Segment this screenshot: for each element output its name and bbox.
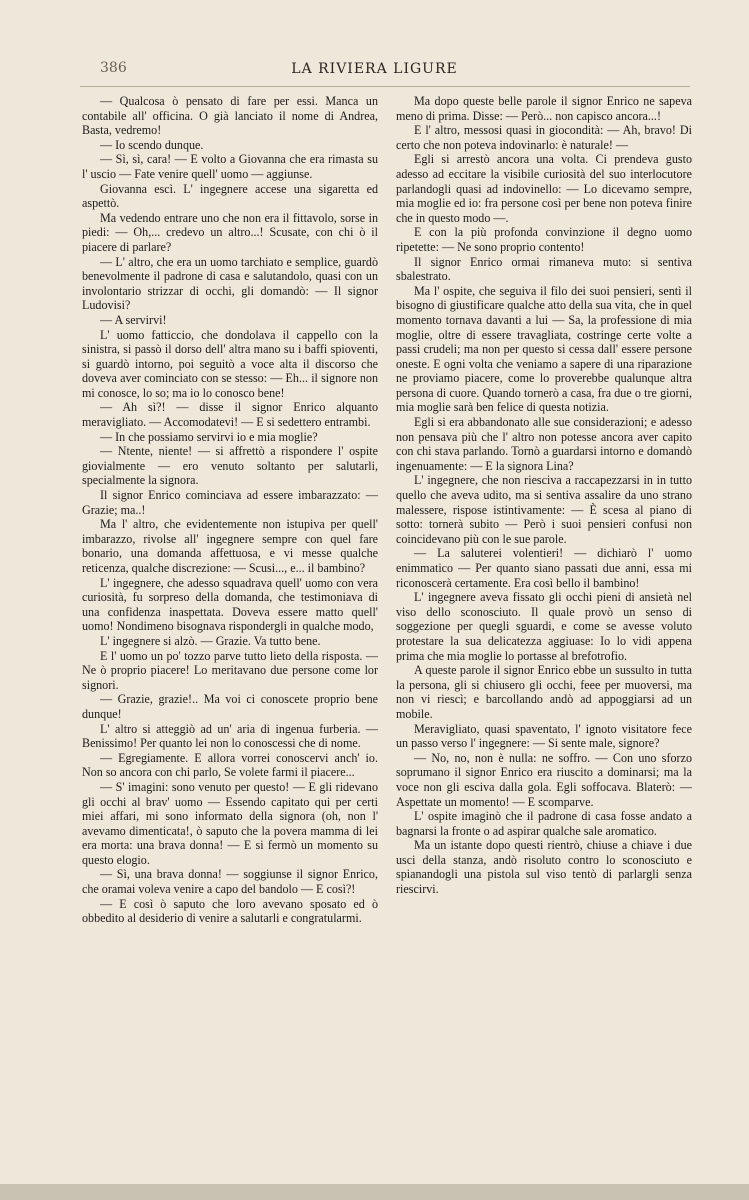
paragraph: — Io scendo dunque. [100,137,204,152]
left-column [82,94,378,926]
paragraph: — Qualcosa ò pensato di fare per essi. Manca un contabile all' officina. O già lanciato il nome di Andrea, Basta, vedremo! [82,94,378,138]
paragraph: Ma vedendo entrare uno che non era il fittavolo, sorse in piedi: — Oh,... credevo un altro...! Scusate, con chi ò il piacere di parlare? [82,210,378,254]
paragraph: — Egregiamente. E allora vorrei conoscervi anch' io. Non so ancora con chi parlo, Se volete farmi il piacere... [82,750,378,780]
paragraph: L' ingegnere, che non riesciva a raccapezzarsi in in tutto quello che aveva udito, ma si sentiva assalire da uno strano malessere, rispose istintivamente: — È scesa al piano di sotto: tornerà subito — Però i suoi pensieri confusi non coincidevano più con le sue parole. [396,473,692,546]
paragraph: Ma l' ospite, che seguiva il filo dei suoi pensieri, sentì il bisogno di giustificare qualche atto della sua vita, che in quel momento tornava davanti a lui — Sa, la professione di mia moglie, oltre di essere travagliata, costringe certe volte a passi crudeli; ma non per questo si cessa dall' essere persone oneste. E ogni volta che veniamo a sapere di una riparazione ne proviamo piacere, come lo proverebbe qualunque altra persona di cuore. Quando tornerò a casa, fra due o tre giorni, mia moglie sarà ben felice di questa notizia. [396,283,692,415]
paragraph: L' ingegnere aveva fissato gli occhi pieni di ansietà nel viso dello sconosciuto. Il quale provò un senso di soggezione per quegli sguardi, e come se avesse voluto protestare la sua delicatezza aggiuase: Io lo vidi appena prima che mia moglie lo portasse al brefotrofio. [396,590,692,663]
paragraph: — Ah sì?! — disse il signor Enrico alquanto meravigliato. — Accomodatevi! — E si sedettero entrambi. [82,400,378,430]
paragraph: L' ingegnere si alzò. — Grazie. Va tutto bene. [100,633,321,648]
paragraph: — S' imagini: sono venuto per questo! — E gli ridevano gli occhi al brav' uomo — Essendo capitato qui per certi miei affari, mi sono informato della signora (oh, non l' avevamo dimenticata!, ò saputo che la povera mamma di lei era morta: una brava donna! — E si fermò un momento su questo elogio. [82,779,378,867]
paragraph: Ma l' altro, che evidentemente non istupiva per quell' imbarazzo, rivolse all' ingegnere sempre con quel fare bonario, una domanda affettuosa, e vi messe qualche reticenza, qualche discrezione: — Scusi..., e... il bambino? [82,517,378,575]
paragraph: — A servirvi! [100,312,167,327]
paragraph: A queste parole il signor Enrico ebbe un sussulto in tutta la persona, gli si chiusero gli occhi, feee per muoversi, ma non vi riescì; e barcollando andò ad appoggiarsi ad un mobile. [396,663,692,721]
running-title: LA RIVIERA LIGURE [291,61,458,77]
paragraph: Meravigliato, quasi spaventato, l' ignoto visitatore fece un passo verso l' ingegnere: — Si sente male, signore? [396,721,692,751]
paragraph: — Sì, sì, cara! — E volto a Giovanna che era rimasta su l' uscio — Fate venire quell' uomo — aggiunse. [82,152,378,181]
paragraph: Egli si era abbandonato alle sue considerazioni; e adesso non pensava più che l' altro non potesse ancora aver capito con chi stava parlando. Tornò a guardarsi intorno e domandò ingenuamente: — E la signora Lina? [396,415,692,473]
paragraph: — L' altro, che era un uomo tarchiato e semplice, guardò benevolmente il padrone di casa e salutandolo, quasi con un involontario strizzar di occhi, gli domandò: — Il signor Ludovisi? [82,254,378,313]
paragraph: — Grazie, grazie!.. Ma voi ci conoscete proprio bene dunque! [82,692,378,721]
page-header [0,60,749,84]
paragraph: — Ntente, niente! — si affrettò a rispondere l' ospite giovialmente — ero venuto soltanto per salutarli, specialmente la signora. [82,444,378,488]
right-column [396,94,692,897]
paragraph: L' uomo fatticcio, che dondolava il cappello con la sinistra, si passò il dorso dell' altra mano su i baffi spioventi, si guardò intorno, poi seguitò a voce alta il discorso che doveva aver cominciato con se stesso: — Eh... il signore non mi conosce, lo so; ma io lo conosco bene! [82,327,378,400]
paragraph: — E così ò saputo che loro avevano sposato ed ò obbedito al desiderio di venire a salutarli e congratularmi. [82,896,378,926]
paragraph: — No, no, non è nulla: ne soffro. — Con uno sforzo soprumano il signor Enrico era riuscito a dominarsi; ma la voce non gli esciva dalla gola. Egli soffocava. Blaterò: — Aspettate un momento! — E scomparve. [396,750,692,809]
paragraph: — Sì, una brava donna! — soggiunse il signor Enrico, che oramai voleva venire a capo del bandolo — E così?! [82,867,378,897]
paragraph: Il signor Enrico cominciava ad essere imbarazzato: — Grazie; ma..! [82,488,378,517]
paragraph: — In che possiamo servirvi io e mia moglie? [100,429,318,444]
paragraph: Egli si arrestò ancora una volta. Ci prendeva gusto adesso ad eccitare la visibile curiosità del suo interlocutore parlandogli quasi ad indovinello: — Lo dicevamo sempre, mia moglie ed io: fra persone così per bene non poteva finire che in questo modo —. [396,152,692,225]
paragraph: L' ingegnere, che adesso squadrava quell' uomo con vera curiosità, fu sorpreso della domanda, che testimoniava di una confidenza inaspettata. Doveva essere matto quell' uomo! Nondimeno bisognava rispondergli in qualche modo, [82,575,378,634]
paragraph: — La saluterei volentieri! — dichiarò l' uomo enimmatico — Per quanto siano passati due anni, essa mi riconoscerà certamente. Era così bello il bambino! [396,546,692,590]
page-number: 386 [100,60,127,76]
paragraph: Ma un istante dopo questi rientrò, chiuse a chiave i due usci della stanza, andò risoluto contro lo sconosciuto e spianandogli una pistola sul viso tentò di parlargli senza riescirvi. [396,838,692,897]
paragraph: E con la più profonda convinzione il degno uomo ripetette: — Ne sono proprio contento! [396,225,692,254]
paragraph: L' ospite imaginò che il padrone di casa fosse andato a bagnarsi la fronte o ad aspirar qualche sale aromatico. [396,809,692,838]
paragraph: Il signor Enrico ormai rimaneva muto: si sentiva sbalestrato. [396,254,692,284]
paragraph: Ma dopo queste belle parole il signor Enrico ne sapeva meno di prima. Disse: — Però... non capisco ancora...! [396,94,692,123]
paragraph: L' altro si atteggiò ad un' aria di ingenua furberia. — Benissimo! Per quanto lei non lo conoscessi che di nome. [82,721,378,751]
paragraph: E l' uomo un po' tozzo parve tutto lieto della risposta. — Ne ò proprio piacere! Lo meritavano due persone come lor signori. [82,648,378,692]
page-bottom-edge [0,1184,749,1200]
paragraph: E l' altro, messosi quasi in giocondità: — Ah, bravo! Di certo che non poteva indovinarlo: è naturale! — [396,123,692,152]
paragraph: Giovanna escì. L' ingegnere accese una sigaretta ed aspettò. [82,181,378,211]
header-rule [80,86,690,87]
